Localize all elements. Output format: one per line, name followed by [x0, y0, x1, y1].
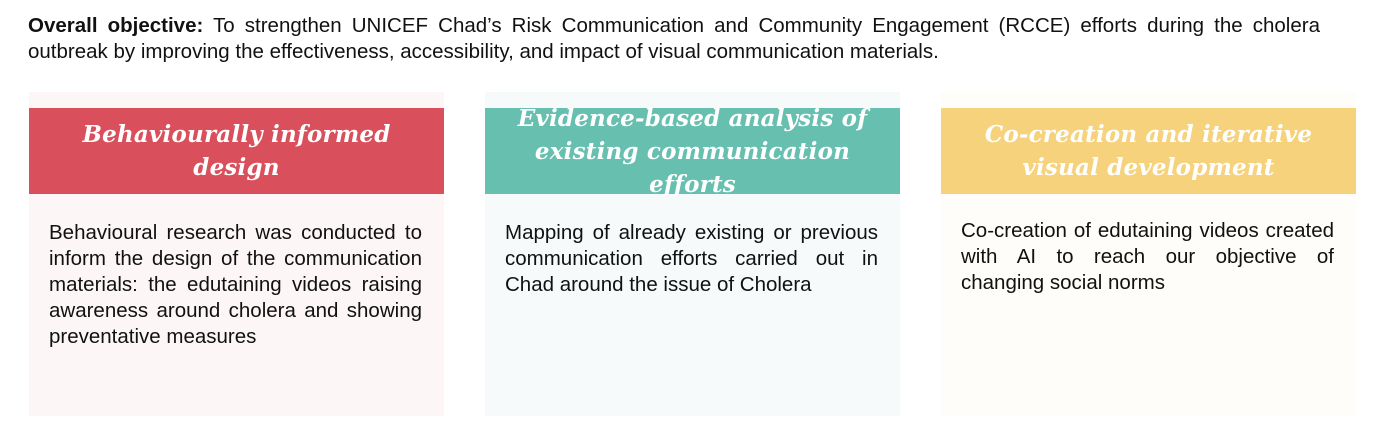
- card-title: Evidence-based analysis of existing communication efforts: [517, 104, 868, 198]
- card-co-creation: [941, 92, 1356, 416]
- card-header: [485, 104, 900, 198]
- card-evidence-based-analysis: [485, 92, 900, 416]
- card-behaviourally-informed-design: [29, 92, 444, 416]
- card-title: Behaviourally informed design: [82, 121, 391, 181]
- objective-label: Overall objective:: [28, 14, 204, 37]
- objective-text: To strengthen UNICEF Chad’s Risk Communication and Community Engagement (RCCE) efforts during the cholera outbreak by improving the effectiveness, accessibility, and impact of visual communication materials.: [28, 14, 1320, 63]
- card-body-text: Behavioural research was conducted to inform the design of the communication materials: the edutaining videos raising awareness around cholera and showing preventative measures: [49, 221, 422, 348]
- card-header: [941, 108, 1356, 194]
- card-header: [29, 108, 444, 194]
- card-title: Co-creation and iterative visual development: [984, 121, 1313, 181]
- card-body-text: Co-creation of edutaining videos created with AI to reach our objective of changing social norms: [961, 219, 1334, 294]
- card-body-text: Mapping of already existing or previous communication efforts carried out in Chad around the issue of Cholera: [505, 221, 878, 296]
- overall-objective: [28, 13, 1320, 65]
